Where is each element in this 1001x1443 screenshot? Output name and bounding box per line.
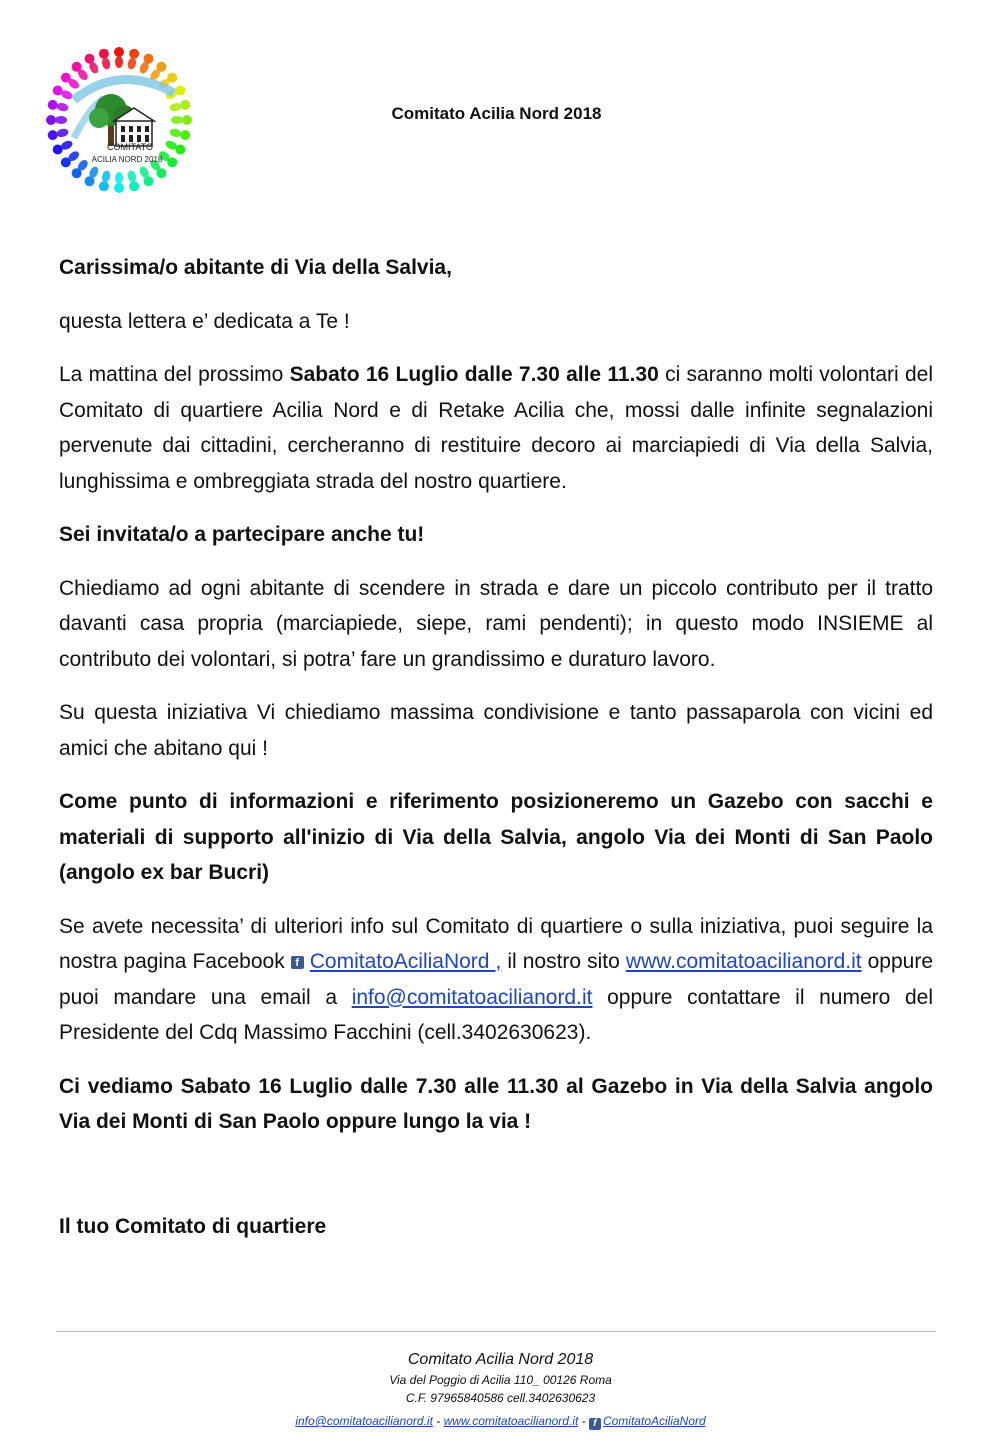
logo-figure-head: [129, 49, 139, 59]
paragraph-contacts: Se avete necessita’ di ulteriori info sul Comitato di quartiere o sulla iniziativa, puoi seguire la nostra pagina Facebook f ComitatoAciliaNord , il nostro sito www.comitatoacilianord.it oppure puoi mandare una email a info@comitatoacilianord.it oppure contattare il numero del Presidente del Cdq Massimo Facchini (cell.3402630623).: [59, 914, 934, 1044]
logo-figure-head: [129, 181, 139, 191]
email-link[interactable]: info@comitatoacilianord.it: [351, 985, 593, 1009]
event-date: Sabato 16 Luglio dalle 7.30 alle 11.30: [289, 363, 659, 386]
logo-figure-body: [127, 57, 137, 70]
logo-figure-body: [56, 128, 69, 138]
footer-address: Via del Poggio di Acilia 110_ 00126 Roma: [389, 1373, 612, 1387]
letter-body: [59, 250, 933, 1244]
logo-figure-body: [115, 56, 123, 68]
footer-website-link[interactable]: www.comitatoacilianord.it: [443, 1414, 579, 1428]
signature: Il tuo Comitato di quartiere: [59, 1214, 327, 1238]
paragraph-request: Chiediamo ad ogni abitante di scendere in strada e dare un piccolo contributo per il tratto davanti casa propria (marciapiede, siepe, rami pendenti); in questo modo INSIEME al contributo dei volontari, si potra’ fare un grandissimo e duraturo lavoro.: [59, 576, 933, 671]
logo-line2: ACILIA NORD 2018: [91, 155, 163, 164]
greeting: Carissima/o abitante di Via della Salvia,: [59, 256, 452, 279]
logo-figure-head: [99, 49, 109, 59]
footer-divider: [56, 1331, 936, 1332]
logo-figure-head: [114, 183, 124, 193]
logo-figure-head: [48, 130, 58, 140]
logo-figure-body: [115, 172, 123, 184]
footer-email-link[interactable]: info@comitatoacilianord.it: [295, 1414, 433, 1428]
logo-line1: COMITATO: [107, 142, 153, 152]
footer-facebook-icon: f: [589, 1418, 601, 1430]
logo-figure-head: [99, 181, 109, 191]
logo-figure-head: [114, 47, 124, 57]
paragraph-closing: Ci vediamo Sabato 16 Luglio dalle 7.30 alle 11.30 al Gazebo in Via della Salvia angolo Via dei Monti di San Paolo oppure lungo la via !: [59, 1074, 933, 1133]
logo-figure-body: [101, 57, 111, 70]
paragraph-event: La mattina del prossimo Sabato 16 Luglio dalle 7.30 alle 11.30 ci saranno molti volontari del Comitato di quartiere Acilia Nord e di Retake Acilia che, mossi dalle infinite segnalazioni pervenute dai cittadini, cercheranno di restituire decoro ai marciapiedi di Via della Salvia, lunghissima e ombreggiata strada del nostro quartiere.: [59, 363, 933, 493]
footer-cf: C.F. 97965840586 cell.3402630623: [405, 1391, 596, 1405]
logo-figure-head: [180, 130, 190, 140]
header-title: Comitato Acilia Nord 2018: [391, 104, 602, 123]
logo-figure-body: [127, 170, 137, 183]
facebook-page-link[interactable]: ComitatoAciliaNord ,: [309, 950, 502, 973]
invite-heading: Sei invitata/o a partecipare anche tu!: [59, 523, 425, 546]
facebook-icon: f: [291, 956, 304, 969]
footer-name: Comitato Acilia Nord 2018: [407, 1351, 594, 1368]
footer-links: info@comitatoacilianord.it - www.comitatoacilianord.it - f ComitatoAciliaNord: [295, 1414, 706, 1429]
paragraph-share: Su questa iniziativa Vi chiediamo massima condivisione e tanto passaparola con vicini ed amici che abitano qui !: [59, 701, 933, 760]
logo-figure-body: [169, 128, 182, 138]
dedication: questa lettera e’ dedicata a Te !: [59, 309, 350, 333]
website-link[interactable]: www.comitatoacilianord.it: [625, 950, 862, 973]
footer-facebook-link[interactable]: ComitatoAciliaNord: [602, 1414, 706, 1428]
paragraph-gazebo: Come punto di informazioni e riferimento posizioneremo un Gazebo con sacchi e materiali di supporto all'inizio di Via della Salvia, angolo Via dei Monti di San Paolo (angolo ex bar Bucri): [59, 790, 933, 884]
logo-figure-body: [101, 170, 111, 183]
footer: [0, 1349, 1001, 1431]
